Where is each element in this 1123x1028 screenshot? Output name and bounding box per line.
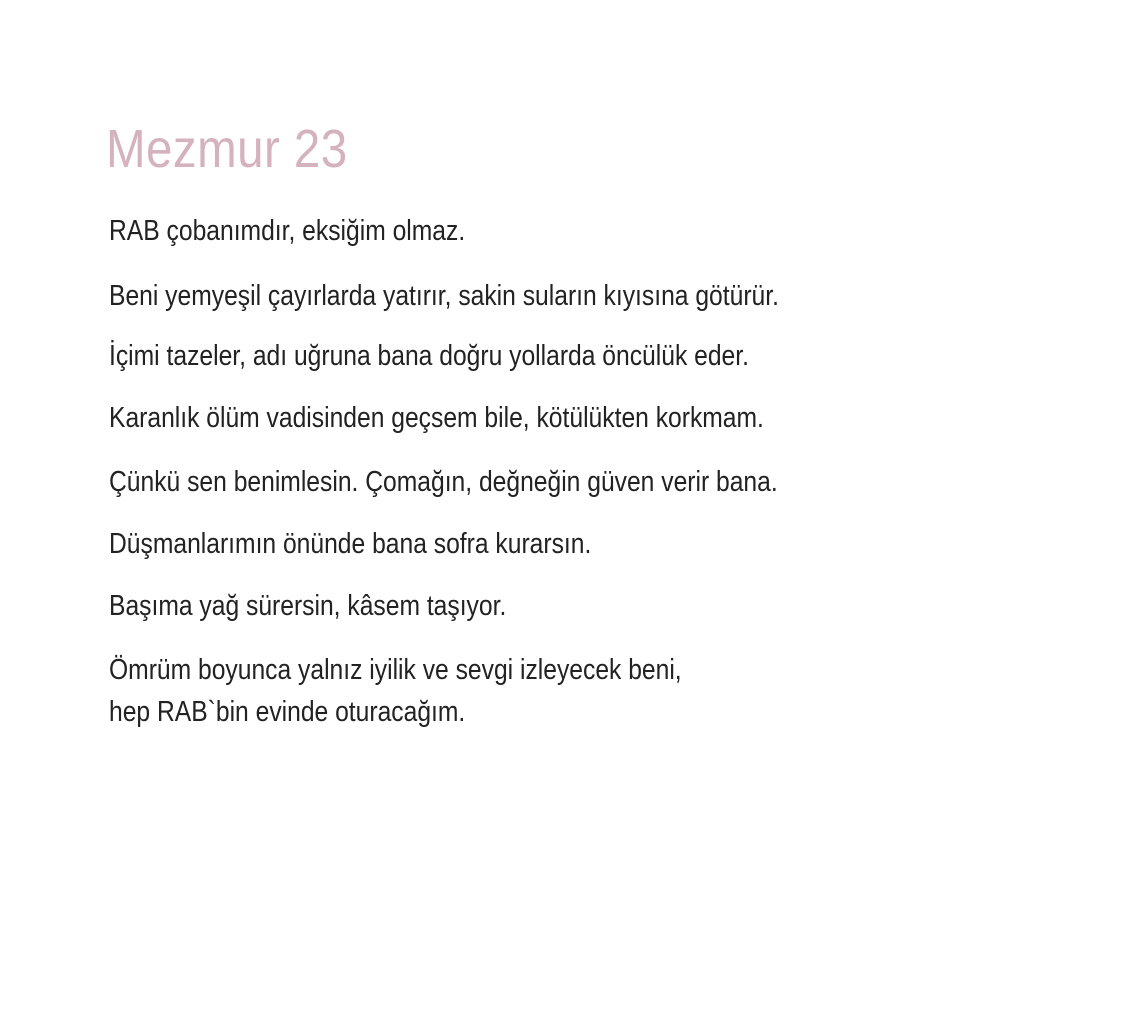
verse-line-9: hep RAB`bin evinde oturacağım. — [109, 696, 466, 728]
verse-line-7: Başıma yağ sürersin, kâsem taşıyor. — [109, 590, 507, 622]
verse-line-1: RAB çobanımdır, eksiğim olmaz. — [109, 215, 466, 247]
verse-line-6: Düşmanlarımın önünde bana sofra kurarsın. — [109, 528, 592, 560]
page-title: Mezmur 23 — [106, 119, 348, 179]
verse-line-4: Karanlık ölüm vadisinden geçsem bile, kötülükten korkmam. — [109, 402, 764, 434]
verse-line-3: İçimi tazeler, adı uğruna bana doğru yollarda öncülük eder. — [109, 340, 749, 372]
verse-line-5: Çünkü sen benimlesin. Çomağın, değneğin güven verir bana. — [109, 466, 778, 498]
verse-line-8: Ömrüm boyunca yalnız iyilik ve sevgi izleyecek beni, — [109, 654, 682, 686]
verse-line-2: Beni yemyeşil çayırlarda yatırır, sakin suların kıyısına götürür. — [109, 280, 779, 312]
